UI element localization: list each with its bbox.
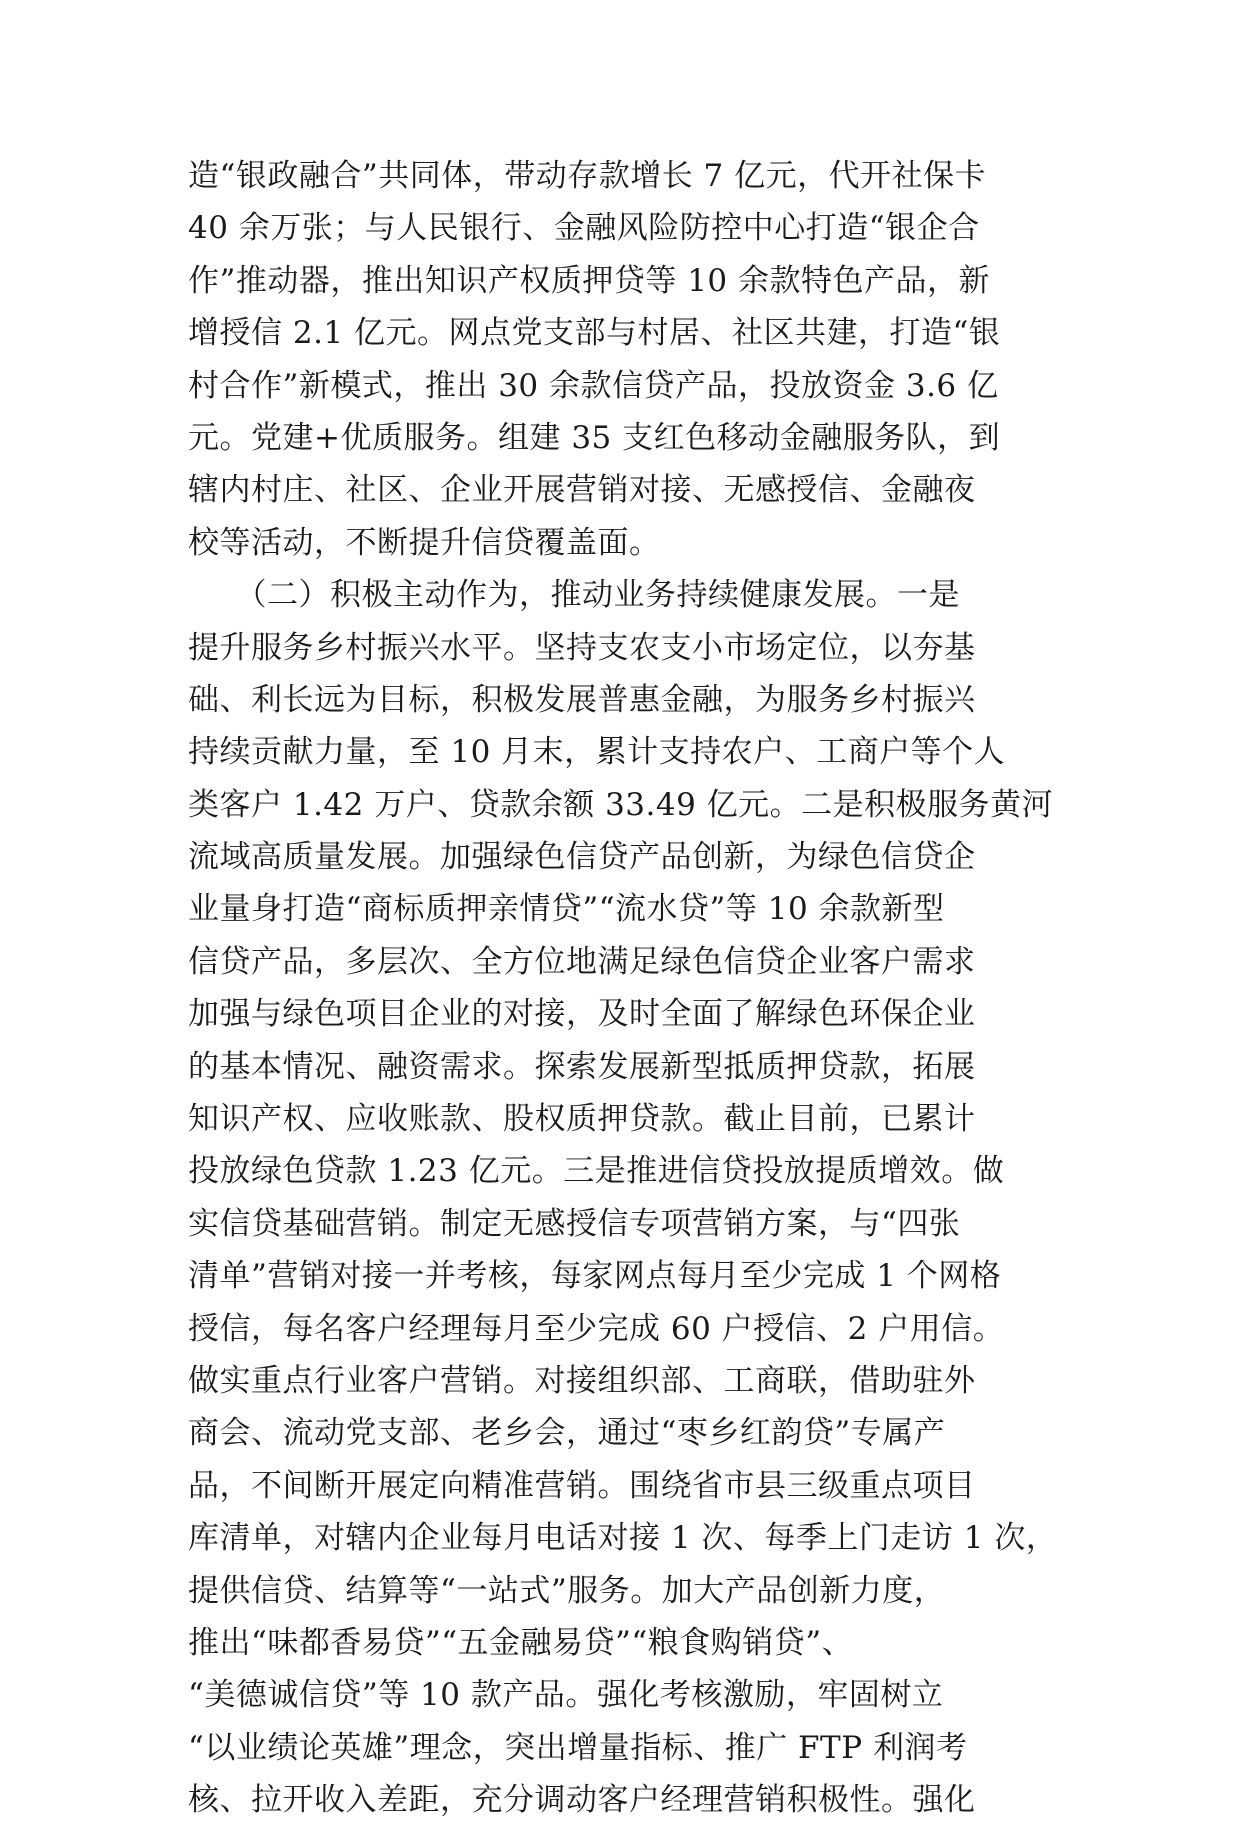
text-line: 类客户 1.42 万户、贷款余额 33.49 亿元。二是积极服务黄河	[188, 786, 1054, 823]
text-line: 知识产权、应收账款、股权质押贷款。截止目前，已累计	[188, 1101, 976, 1138]
text-line: 的基本情况、融资需求。探索发展新型抵质押贷款，拓展	[188, 1048, 976, 1085]
text-line: 信贷产品，多层次、全方位地满足绿色信贷企业客户需求	[188, 943, 976, 980]
text-line: “美德诚信贷”等 10 款产品。强化考核激励，牢固树立	[188, 1677, 944, 1714]
text-line: 造“银政融合”共同体，带动存款增长 7 亿元，代开社保卡	[188, 158, 987, 194]
text-line: 作”推动器，推出知识产权质押贷等 10 余款特色产品，新	[188, 262, 990, 299]
text-line: 加强与绿色项目企业的对接，及时全面了解绿色环保企业	[188, 996, 976, 1033]
text-line: 库清单，对辖内企业每月电话对接 1 次、每季上门走访 1 次，	[188, 1520, 1058, 1557]
text-line: 校等活动，不断提升信贷覆盖面。	[188, 524, 661, 561]
section-heading-line: （二）积极主动作为，推动业务持续健康发展。一是	[188, 577, 960, 614]
text-line: 元。党建+优质服务。组建 35 支红色移动金融服务队，到	[188, 419, 1001, 456]
text-line: 村合作”新模式，推出 30 余款信贷产品，投放资金 3.6 亿	[188, 367, 999, 404]
text-line: 做实重点行业客户营销。对接组织部、工商联，借助驻外	[188, 1362, 976, 1399]
text-line: 提升服务乡村振兴水平。坚持支农支小市场定位，以夯基	[188, 629, 976, 666]
text-line: 提供信贷、结算等“一站式”服务。加大产品创新力度，	[188, 1572, 946, 1609]
body-text	[188, 150, 1088, 1827]
text-line: 40 余万张；与人民银行、金融风险防控中心打造“银企合	[188, 210, 980, 247]
text-line: 投放绿色贷款 1.23 亿元。三是推进信贷投放提质增效。做	[188, 1153, 1005, 1190]
text-line: 实信贷基础营销。制定无感授信专项营销方案，与“四张	[188, 1205, 961, 1242]
text-line: 辖内村庄、社区、企业开展营销对接、无感授信、金融夜	[188, 472, 976, 509]
text-line: 业量身打造“商标质押亲情贷”“流水贷”等 10 余款新型	[188, 891, 945, 928]
text-line: 流域高质量发展。加强绿色信贷产品创新，为绿色信贷企	[188, 839, 976, 876]
text-line: 品，不间断开展定向精准营销。围绕省市县三级重点项目	[188, 1467, 976, 1504]
text-line: 商会、流动党支部、老乡会，通过“枣乡红韵贷”专属产	[188, 1415, 946, 1452]
text-line: 增授信 2.1 亿元。网点党支部与村居、社区共建，打造“银	[188, 315, 1001, 352]
text-line: 持续贡献力量，至 10 月末，累计支持农户、工商户等个人	[188, 734, 1006, 771]
text-line: 推出“味都香易贷”“五金融易贷”“粮食购销贷”、	[188, 1624, 854, 1661]
text-line: 清单”营销对接一并考核，每家网点每月至少完成 1 个网格	[188, 1258, 1002, 1295]
text-line: “以业绩论英雄”理念，突出增量指标、推广 FTP 利润考	[188, 1729, 968, 1766]
text-line: 授信，每名客户经理每月至少完成 60 户授信、2 户用信。	[188, 1310, 1005, 1347]
text-line: 础、利长远为目标，积极发展普惠金融，为服务乡村振兴	[188, 681, 976, 718]
text-line: 核、拉开收入差距，充分调动客户经理营销积极性。强化	[188, 1782, 976, 1819]
